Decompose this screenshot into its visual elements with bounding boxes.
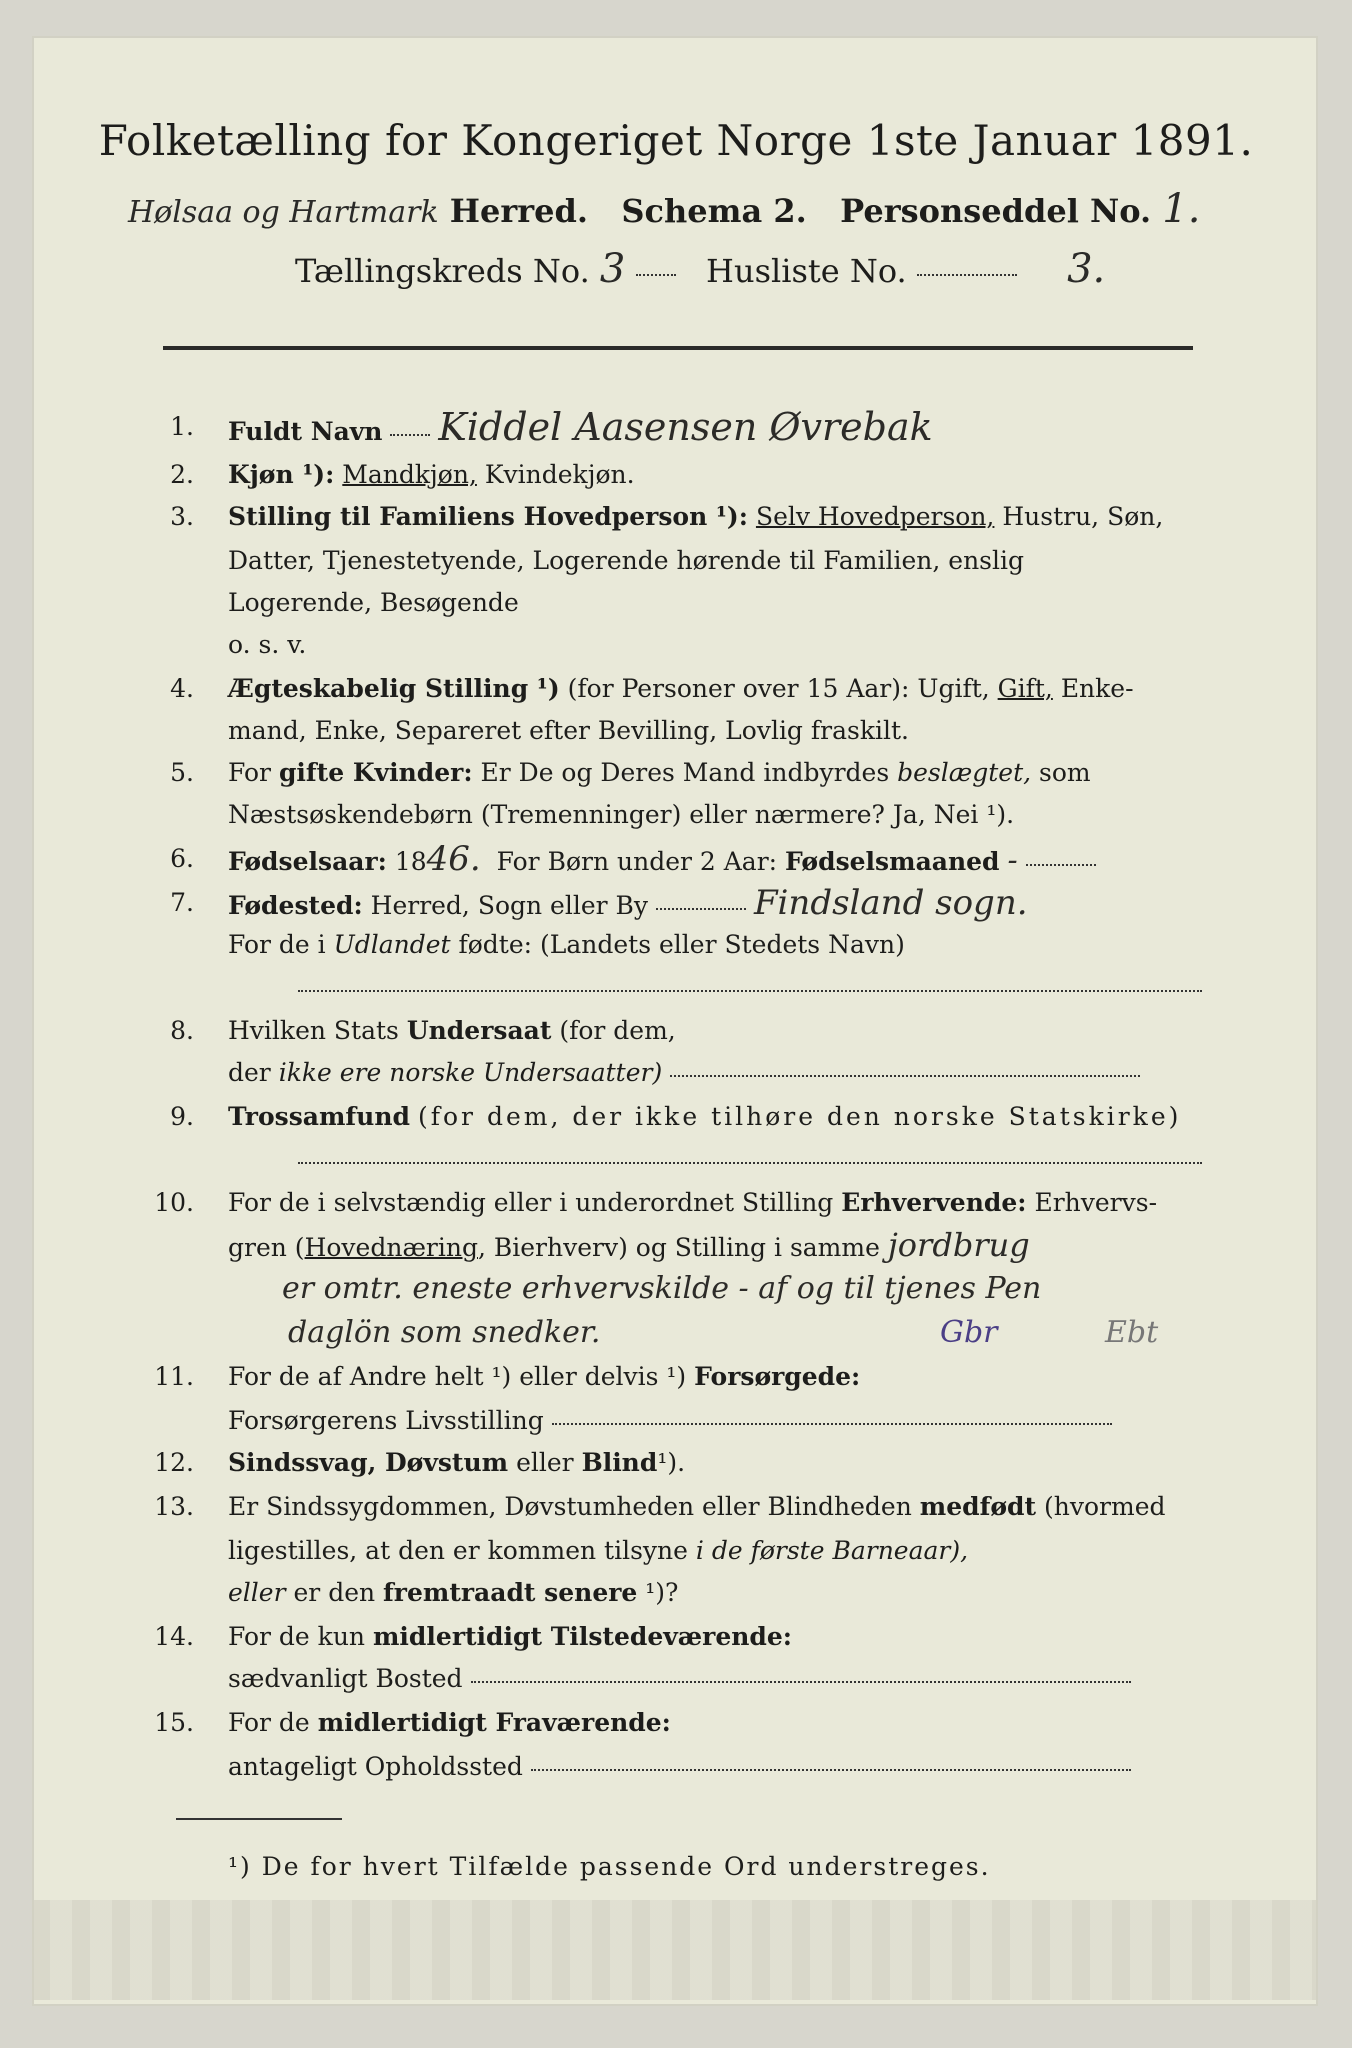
birth-month-note: For Børn under 2 Aar: — [496, 847, 778, 876]
header-line-herred — [128, 186, 1200, 232]
married-women-question: beslægtet, — [897, 758, 1032, 787]
item-number: 12. — [154, 1448, 194, 1477]
birthplace-label: Fødested: — [228, 891, 363, 920]
item-number: 8. — [170, 1016, 194, 1045]
personseddel-label: Personseddel No. — [840, 192, 1152, 230]
husliste-value: 3. — [1067, 246, 1106, 292]
item-number: 9. — [170, 1102, 194, 1131]
usual-residence-label: sædvanligt Bosted — [228, 1664, 463, 1693]
religion-label: Trossamfund — [228, 1102, 411, 1131]
congenital-question: Er Sindssygdommen, Døvstumheden eller Blindheden — [228, 1492, 912, 1521]
occupation-code-mark: Ebt — [1105, 1315, 1159, 1350]
abroad-label: For de i — [228, 930, 326, 959]
item-number: 3. — [170, 502, 194, 531]
abroad-label: fødte: (Landets eller Stedets Navn) — [458, 930, 905, 959]
married-women-label: For — [228, 758, 271, 787]
sex-option-male: Mandkjøn, — [342, 460, 477, 489]
temporary-present-label: For de kun — [228, 1622, 366, 1651]
disability-label: Blind — [581, 1448, 658, 1477]
header-line-kreds — [295, 246, 1105, 292]
dotted-line — [656, 906, 746, 910]
form-title: Folketælling for Kongeriget Norge 1ste Januar 1891. — [98, 116, 1254, 165]
disability-label: ¹). — [657, 1448, 686, 1477]
marital-status-options: Enke- — [1060, 674, 1134, 703]
dotted-line — [390, 432, 430, 436]
congenital-question: ¹)? — [645, 1578, 679, 1607]
herred-value: Hølsaa og Hartmark — [128, 195, 439, 230]
footnote: ¹) De for hvert Tilfælde passende Ord understreges. — [228, 1852, 991, 1881]
citizenship-label: (for dem, — [559, 1016, 676, 1045]
congenital-question: er den — [293, 1578, 376, 1607]
item-number: 7. — [170, 888, 194, 917]
married-women-question: Er De og Deres Mand indbyrdes — [480, 758, 890, 787]
dotted-line — [670, 1073, 1140, 1077]
occupation-code-mark: Gbr — [940, 1315, 998, 1350]
family-position-options: Logerende, Besøgende — [228, 588, 519, 617]
sex-label: Kjøn ¹): — [228, 460, 335, 489]
item-number: 1. — [170, 412, 194, 441]
congenital-question: (hvormed — [1044, 1492, 1166, 1521]
birth-month-value: - — [1007, 843, 1018, 878]
sex-option-female: Kvindekjøn. — [484, 460, 635, 489]
birth-month-label: Fødselsmaaned — [785, 847, 1000, 876]
congenital-question: fremtraadt senere — [383, 1578, 638, 1607]
disability-label: Sindssvag, Døvstum — [228, 1448, 509, 1477]
disability-label: eller — [516, 1448, 574, 1477]
marital-status-options: (for Personer over 15 Aar): Ugift, — [567, 674, 990, 703]
family-position-options: o. s. v. — [228, 630, 307, 659]
supported-label: For de af Andre helt ¹) eller delvis ¹) — [228, 1362, 687, 1391]
dotted-line — [298, 988, 1202, 992]
occupation-label: Erhvervs- — [1034, 1188, 1158, 1217]
citizenship-label: Hvilken Stats — [228, 1016, 399, 1045]
probable-residence-label: antageligt Opholdssted — [228, 1752, 523, 1781]
married-women-question: som — [1039, 758, 1091, 787]
header-rule — [163, 346, 1193, 350]
dotted-line — [636, 272, 676, 276]
occupation-value: er omtr. eneste erhvervskilde - af og til tjenes Pen — [282, 1271, 1042, 1306]
occupation-label: , Bierhverv) og Stilling i samme — [478, 1233, 880, 1262]
supporter-occupation-label: Forsørgerens Livsstilling — [228, 1406, 544, 1435]
citizenship-label: Undersaat — [406, 1016, 552, 1045]
item-number: 11. — [154, 1362, 194, 1391]
dotted-line — [298, 1160, 1202, 1164]
abroad-label: Udlandet — [333, 930, 451, 959]
schema-label: Schema 2. — [621, 192, 807, 230]
item-number: 4. — [170, 674, 194, 703]
family-position-options: Hustru, Søn, — [1002, 502, 1164, 531]
item-number: 14. — [154, 1622, 194, 1651]
full-name-label: Fuldt Navn — [228, 417, 383, 446]
item-number: 15. — [154, 1708, 194, 1737]
family-position-selected: Selv Hovedperson, — [755, 502, 995, 531]
religion-hint: (for dem, der ikke tilhøre den norske Statskirke) — [417, 1102, 1182, 1131]
congenital-question: i de første Barneaar), — [695, 1536, 969, 1565]
dotted-line — [552, 1421, 1112, 1425]
husliste-label: Husliste No. — [706, 252, 907, 290]
temporary-present-label: midlertidigt Tilstedeværende: — [372, 1622, 793, 1651]
occupation-label: Erhvervende: — [841, 1188, 1027, 1217]
kreds-value: 3 — [599, 246, 626, 292]
dotted-line — [531, 1767, 1131, 1771]
citizenship-label: der — [228, 1058, 271, 1087]
family-position-options: Datter, Tjenestetyende, Logerende hørende til Familien, enslig — [228, 546, 1025, 575]
marital-status-selected: Gift, — [997, 674, 1053, 703]
item-number: 2. — [170, 460, 194, 489]
married-women-question: Næstsøskendebørn (Tremenninger) eller nærmere? Ja, Nei ¹). — [228, 800, 1015, 829]
occupation-value: daglön som snedker. — [288, 1315, 601, 1350]
paper-edge — [32, 1900, 1318, 2000]
supported-label: Forsørgede: — [694, 1362, 861, 1391]
temporary-absent-label: For de — [228, 1708, 310, 1737]
congenital-question: medfødt — [919, 1492, 1037, 1521]
dotted-line — [917, 272, 1017, 276]
dotted-line — [471, 1679, 1131, 1683]
personseddel-value: 1. — [1162, 186, 1201, 232]
item-number: 13. — [154, 1492, 194, 1521]
temporary-absent-label: midlertidigt Fraværende: — [317, 1708, 671, 1737]
occupation-value: jordbrug — [887, 1226, 1030, 1264]
item-number: 6. — [170, 844, 194, 873]
married-women-label: gifte Kvinder: — [278, 758, 473, 787]
footnote-rule — [176, 1818, 342, 1820]
family-position-label: Stilling til Familiens Hovedperson ¹): — [228, 502, 748, 531]
congenital-question: eller — [228, 1578, 286, 1607]
birth-year-label: Fødselsaar: — [228, 847, 387, 876]
birthplace-hint: Herred, Sogn eller By — [370, 891, 649, 920]
congenital-question: ligestilles, at den er kommen tilsyne — [228, 1536, 688, 1565]
full-name-value: Kiddel Aasensen Øvrebak — [438, 405, 933, 449]
occupation-label: For de i selvstændig eller i underordnet Stilling — [228, 1188, 834, 1217]
marital-status-label: Ægteskabelig Stilling ¹) — [228, 674, 560, 703]
birthplace-value: Findsland sogn. — [753, 883, 1028, 923]
birth-year-value: 46. — [426, 839, 481, 879]
kreds-label: Tællingskreds No. — [295, 252, 590, 290]
item-number: 5. — [170, 758, 194, 787]
marital-status-options: mand, Enke, Separeret efter Bevilling, Lovlig fraskilt. — [228, 716, 909, 745]
occupation-label: gren ( — [228, 1233, 305, 1262]
herred-label: Herred. — [449, 192, 588, 230]
occupation-selected: Hovednæring — [304, 1233, 478, 1262]
item-number: 10. — [154, 1188, 194, 1217]
birth-year-prefix: 18 — [394, 847, 427, 876]
citizenship-label: ikke ere norske Undersaatter) — [278, 1058, 663, 1087]
dotted-line — [1026, 862, 1096, 866]
